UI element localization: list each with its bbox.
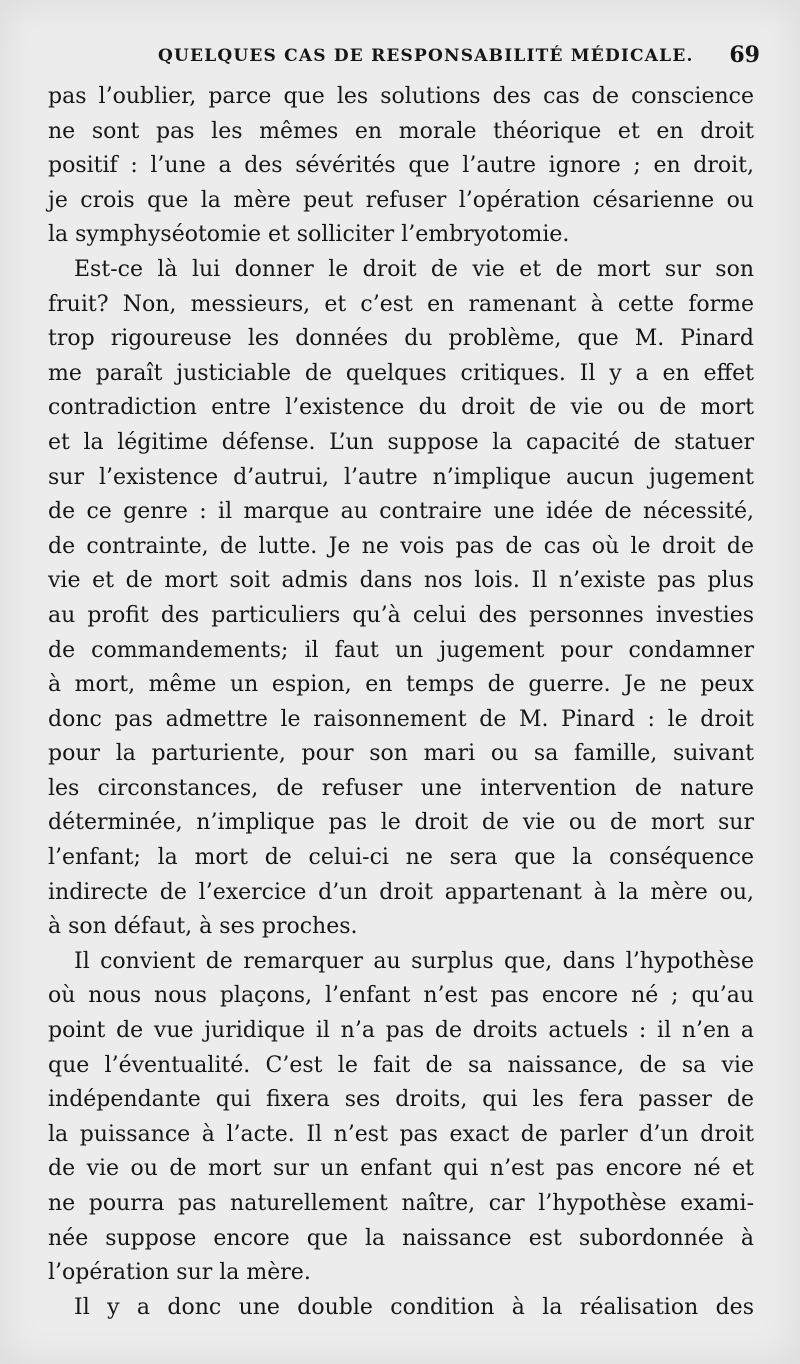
text-line: au profit des particuliers qu’à celui des personnes investies: [48, 602, 754, 628]
text-line: que l’éventualité. C’est le fait de sa naissance, de sa vie: [48, 1052, 754, 1078]
text-line: positif : l’une a des sévérités que l’autre ignore ; en droit,: [48, 153, 754, 179]
text-line: à son défaut, à ses proches.: [48, 914, 358, 940]
text-line: à mort, même un espion, en temps de guerre. Je ne peux: [48, 672, 754, 698]
text-line: je crois que la mère peut refuser l’opération césarienne ou: [48, 187, 754, 213]
text-line: vie et de mort soit admis dans nos lois. Il n’existe pas plus: [48, 568, 754, 594]
text-line: déterminée, n’implique pas le droit de vie ou de mort sur: [48, 810, 754, 836]
text-line: l’enfant; la mort de celui-ci ne sera que la conséquence: [48, 845, 754, 871]
text-line: née suppose encore que la naissance est subordonnée à: [48, 1225, 754, 1251]
running-header: [48, 42, 760, 74]
text-line: les circonstances, de refuser une intervention de nature: [48, 775, 754, 801]
text-line: de vie ou de mort sur un enfant qui n’est pas encore né et: [48, 1156, 754, 1182]
text-line: contradiction entre l’existence du droit de vie ou de mort: [48, 395, 754, 421]
page-number: 69: [729, 42, 760, 68]
text-line: me paraît justiciable de quelques critiques. Il y a en effet: [48, 360, 754, 386]
running-title: QUELQUES CAS DE RESPONSABILITÉ MÉDICALE.: [158, 46, 694, 66]
paragraph-first-line: Est-ce là lui donner le droit de vie et de mort sur son: [74, 256, 754, 282]
text-line: de contrainte, de lutte. Je ne vois pas de cas où le droit de: [48, 533, 754, 559]
paragraph-first-line: Il convient de remarquer au surplus que, dans l’hypothèse: [74, 948, 754, 974]
text-line: indirecte de l’exercice d’un droit appartenant à la mère ou,: [48, 879, 754, 905]
text-line: l’opération sur la mère.: [48, 1260, 311, 1286]
text-line: pas l’oublier, parce que les solutions des cas de conscience: [48, 84, 754, 109]
text-line: sur l’existence d’autrui, l’autre n’implique aucun jugement: [48, 464, 754, 490]
text-line: la puissance à l’acte. Il n’est pas exact de parler d’un droit: [48, 1121, 754, 1147]
text-line: la symphyséotomie et solliciter l’embryotomie.: [48, 222, 570, 248]
body-text: [48, 80, 754, 1325]
text-line: et la légitime défense. L’un suppose la capacité de statuer: [48, 429, 754, 455]
text-line: de ce genre : il marque au contraire une idée de nécessité,: [48, 499, 754, 525]
text-line: de commandements; il faut un jugement pour condamner: [48, 637, 754, 663]
text-line: fruit? Non, messieurs, et c’est en ramenant à cette forme: [48, 291, 754, 317]
text-line: indépendante qui fixera ses droits, qui les fera passer de: [48, 1087, 754, 1113]
text-line: trop rigoureuse les données du problème, que M. Pinard: [48, 326, 754, 352]
text-line: pour la parturiente, pour son mari ou sa famille, suivant: [48, 741, 754, 767]
text-line: ne sont pas les mêmes en morale théorique et en droit: [48, 118, 754, 144]
text-line: point de vue juridique il n’a pas de droits actuels : il n’en a: [48, 1018, 754, 1044]
text-line: ne pourra pas naturellement naître, car l’hypothèse exami-: [48, 1191, 754, 1216]
text-line: donc pas admettre le raisonnement de M. Pinard : le droit: [48, 706, 754, 732]
paragraph-first-line: Il y a donc une double condition à la réalisation des: [74, 1294, 754, 1320]
text-line: où nous nous plaçons, l’enfant n’est pas encore né ; qu’au: [48, 983, 754, 1009]
